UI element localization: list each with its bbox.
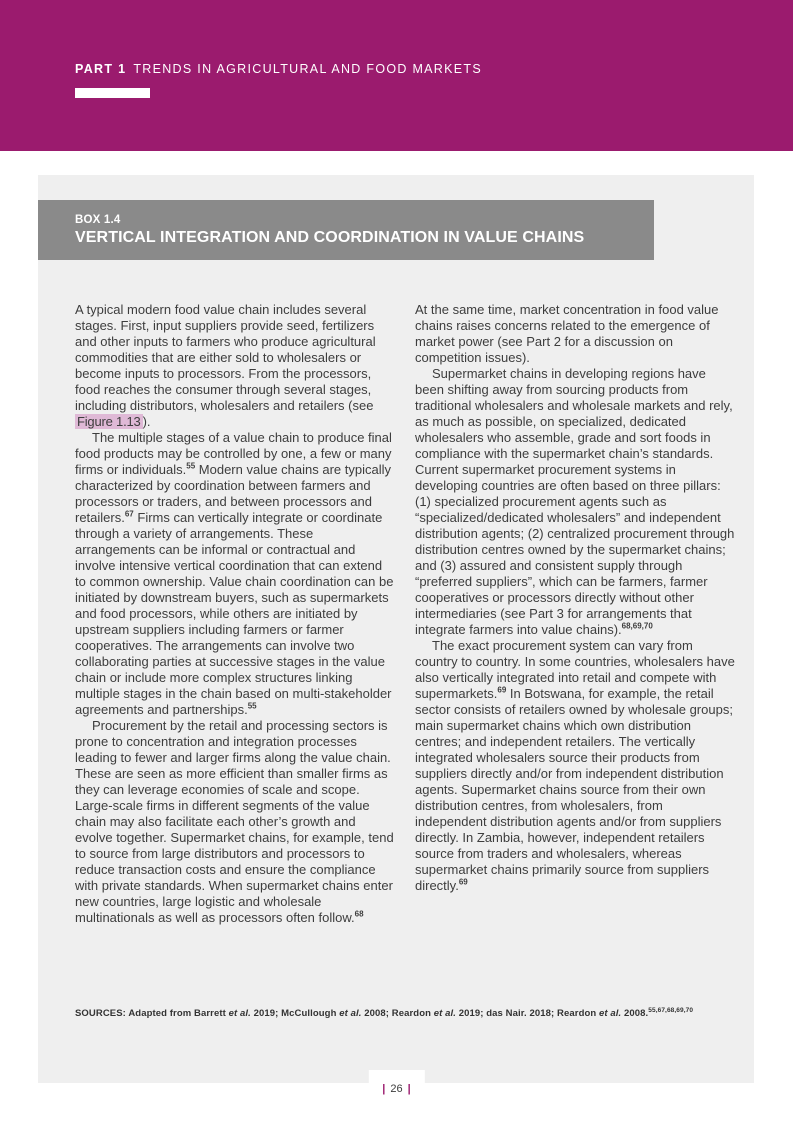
paragraph bbox=[75, 430, 395, 718]
footnote-ref: 55 bbox=[186, 461, 196, 471]
paragraph bbox=[415, 638, 735, 894]
footnote-ref: 69 bbox=[497, 685, 507, 695]
text-segment: At the same time, market concentration in food value chains raises concerns related to the emergence of market power (see Part 2 for a discussion on competition issues). bbox=[415, 302, 719, 365]
paragraph bbox=[415, 302, 735, 366]
column-left bbox=[75, 302, 395, 926]
text-segment: 2008. bbox=[621, 1008, 649, 1019]
text-segment: et al. bbox=[339, 1008, 362, 1019]
text-segment: ). bbox=[142, 414, 151, 429]
page-header-band bbox=[0, 0, 793, 151]
box-columns bbox=[75, 302, 735, 926]
text-segment: Modern value chains are typically characterized by coordination between farmers and processors or traders, and between processors and retailers. bbox=[75, 462, 391, 525]
text-segment: SOURCES: Adapted from Barrett bbox=[75, 1008, 229, 1019]
text-segment: et al. bbox=[228, 1008, 251, 1019]
footnote-ref: 55 bbox=[247, 701, 257, 711]
text-segment: In Botswana, for example, the retail sector consists of retailers owned by wholesale groups; main supermarket chains which own distribution centres; and independent retailers. The vertically integrated wholesalers source their products from suppliers directly and/or from independent distribution agents. Supermarket chains source from their own distribution centres, from wholesalers, from independent distribution agents and/or from suppliers directly. In Zambia, however, independent retailers source from traders and wholesalers, whereas supermarket chains primarily source from suppliers directly. bbox=[415, 686, 733, 893]
page-number-bar-right: | bbox=[407, 1083, 411, 1095]
page-number-bar-left: | bbox=[382, 1083, 386, 1095]
text-segment: 2008; Reardon bbox=[361, 1008, 434, 1019]
footnote-ref: 68,69,70 bbox=[621, 621, 653, 631]
text-segment: Firms can vertically integrate or coordinate through a variety of arrangements. These arrangements can be informal or contractual and involve intensive vertical coordination that can extend to common ownership. Value chain coordination can be initiated by downstream buyers, such as supermarkets and food processors, while others are initiated by upstream suppliers including farmers or farmer cooperatives. The arrangements can involve two collaborating parties at successive stages in the value chain or include more complex structures linking multiple stages in the chain based on multi-stakeholder agreements and partnerships. bbox=[75, 510, 394, 717]
footnote-ref: 69 bbox=[458, 877, 468, 887]
part-heading bbox=[75, 62, 482, 76]
footnote-ref: 67 bbox=[124, 509, 134, 519]
paragraph bbox=[75, 718, 395, 926]
text-segment: A typical modern food value chain includes several stages. First, input suppliers provide seed, fertilizers and other inputs to farmers who produce agricultural commodities that are either sold to wholesalers or become inputs to processors. From the processors, food reaches the consumer through several stages, including distributors, wholesalers and retailers (see bbox=[75, 302, 376, 413]
text-segment: The exact procurement system can vary from country to country. In some countries, wholesalers have also vertically integrated into retail and compete with supermarkets. bbox=[415, 638, 735, 701]
text-segment: et al. bbox=[433, 1008, 456, 1019]
box-panel bbox=[38, 175, 754, 1083]
paragraph bbox=[415, 366, 735, 638]
footnote-ref: 55,67,68,69,70 bbox=[648, 1006, 694, 1014]
header-accent-bar bbox=[75, 88, 150, 98]
text-segment: Supermarket chains in developing regions have been shifting away from sourcing products from traditional wholesalers and wholesale markets and rely, as much as possible, on specialized, dedicated wholesalers who assemble, grade and sort foods in compliance with the supermarket chain’s standards. Current supermarket procurement systems in developing countries are often based on three pillars: (1) specialized procurement agents such as “specialized/dedicated wholesalers” and independent distribution agents; (2) centralized procurement through distribution centres owned by the supermarket chains; and (3) assured and consistent supply through “preferred suppliers”, which can be farmers, farmer cooperatives or processors directly without other intermediaries (see Part 3 for arrangements that integrate farmers into value chains). bbox=[415, 366, 735, 637]
text-segment: The multiple stages of a value chain to produce final food products may be controlled by one, a few or many firms or individuals. bbox=[75, 430, 392, 477]
column-right bbox=[415, 302, 735, 926]
text-segment: Procurement by the retail and processing sectors is prone to concentration and integration processes leading to fewer and larger firms along the value chain. These are seen as more efficient than smaller firms as they can leverage economies of scale and scope. Large-scale firms in different segments of the value chain may also facilitate each other’s growth and evolve together. Supermarket chains, for example, tend to source from large distributors and processors to reduce transaction costs and ensure the compliance with private standards. When supermarket chains enter new countries, large logistic and wholesale multinationals as well as processors often follow. bbox=[75, 718, 394, 925]
part-title: TRENDS IN AGRICULTURAL AND FOOD MARKETS bbox=[133, 62, 482, 76]
box-title: VERTICAL INTEGRATION AND COORDINATION IN VALUE CHAINS bbox=[75, 228, 585, 246]
part-label: PART 1 bbox=[75, 62, 127, 76]
page-number bbox=[368, 1070, 424, 1101]
sources-line bbox=[75, 1008, 735, 1019]
box-label: BOX 1.4 bbox=[75, 213, 121, 226]
text-segment: 2019; das Nair. 2018; Reardon bbox=[455, 1008, 600, 1019]
box-header bbox=[38, 200, 654, 260]
page-number-value: 26 bbox=[390, 1083, 403, 1095]
paragraph bbox=[75, 302, 395, 430]
footnote-ref: 68 bbox=[354, 909, 364, 919]
text-segment: et al. bbox=[599, 1008, 622, 1019]
figure-ref-link[interactable]: Figure 1.13 bbox=[77, 414, 141, 429]
text-segment: 2019; McCullough bbox=[250, 1008, 340, 1019]
